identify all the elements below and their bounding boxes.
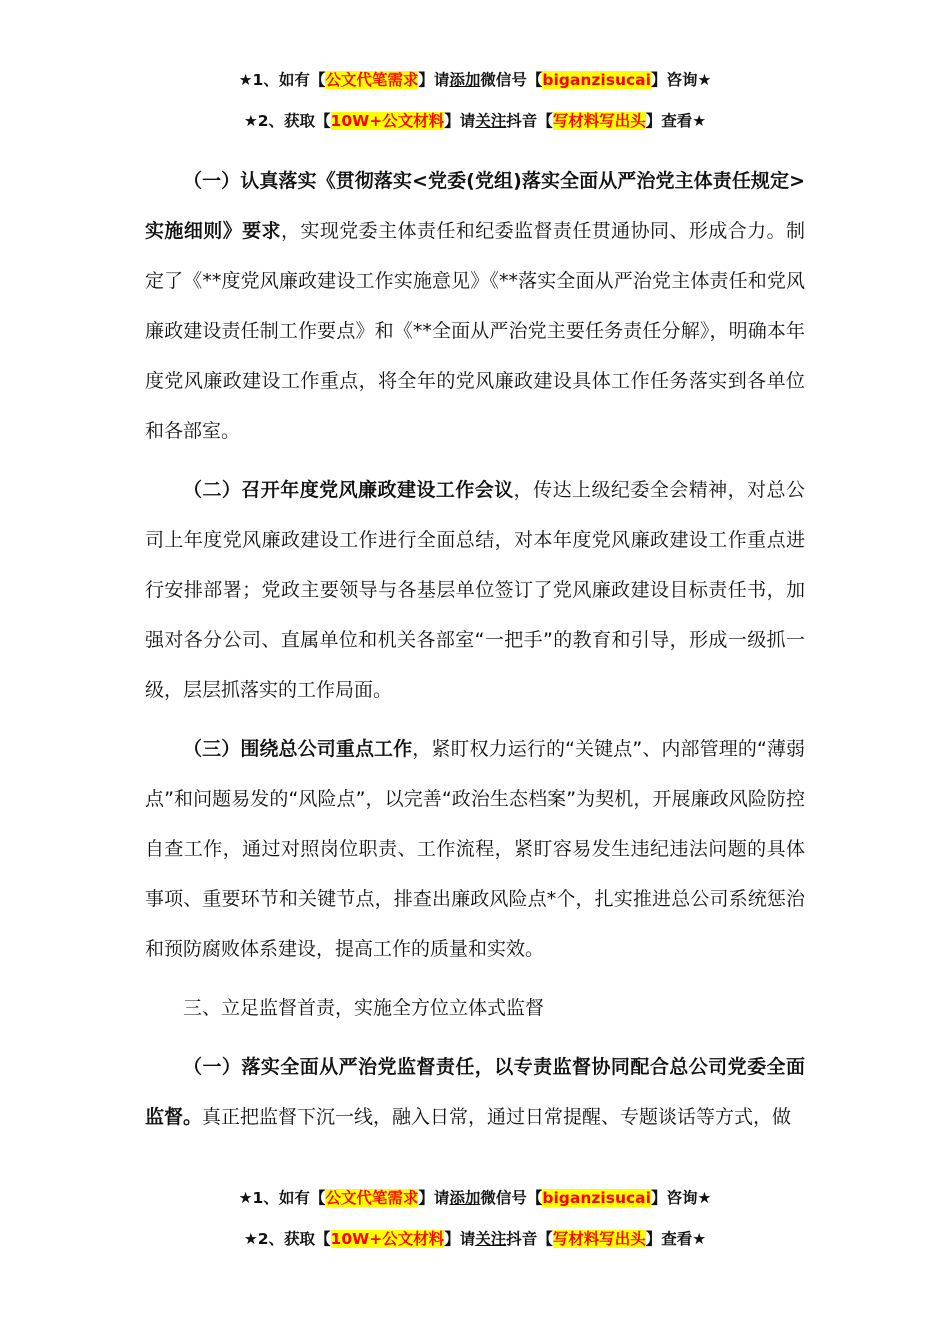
highlight-wechat-id: biganzisucai <box>542 71 651 89</box>
highlight-douyin-id: 写材料写出头 <box>552 112 646 130</box>
bottom-ad-line-1: ★1、如有【公文代笔需求】请添加微信号【biganzisucai】咨询★ <box>238 1189 712 1207</box>
paragraph-4: （一）落实全面从严治党监督责任，以专责监督协同配合总公司党委全面监督。真正把监督下沉一线，融入日常，通过日常提醒、专题谈话等方式，做 <box>145 1056 805 1128</box>
top-ad-line-1: ★1、如有【公文代笔需求】请添加微信号【biganzisucai】咨询★ <box>238 71 712 89</box>
paragraph-2: （二）召开年度党风廉政建设工作会议，传达上级纪委全会精神，对总公司上年度党风廉政建设工作进行全面总结，对本年度党风廉政建设工作重点进行安排部署；党政主要领导与各基层单位签订了党风廉政建设目标责任书，加强对各分公司、直属单位和机关各部室“一把手”的教育和引导，形成一级抓一级，层层抓落实的工作局面。 <box>145 479 805 701</box>
paragraph-1: （一）认真落实《贯彻落实<党委(党组)落实全面从严治党主体责任规定>实施细则》要求，实现党委主体责任和纪委监督责任贯通协同、形成合力。制定了《**度党风廉政建设工作实施意见》《**落实全面从严治党主体责任和党风廉政建设责任制工作要点》和《**全面从严治党主要任务责任分解》，明确本年度党风廉政建设工作重点，将全年的党风廉政建设具体工作任务落实到各单位和各部室。 <box>145 170 805 442</box>
highlight-materials: 10W+公文材料 <box>330 112 445 130</box>
top-ad-line-2: ★2、获取【10W+公文材料】请关注抖音【写材料写出头】查看★ <box>243 112 707 130</box>
document-body <box>145 156 805 1151</box>
bottom-ad-line-2: ★2、获取【10W+公文材料】请关注抖音【写材料写出头】查看★ <box>243 1230 707 1248</box>
paragraph-3: （三）围绕总公司重点工作，紧盯权力运行的“关键点”、内部管理的“薄弱点”和问题易发的“风险点”，以完善“政治生态档案”为契机，开展廉政风险防控自查工作，通过对照岗位职责、工作流程，紧盯容易发生违纪违法问题的具体事项、重要环节和关键节点，排查出廉政风险点*个，扎实推进总公司系统惩治和预防腐败体系建设，提高工作的质量和实效。 <box>145 738 805 960</box>
highlight-service: 公文代笔需求 <box>325 71 419 89</box>
section-heading: 三、立足监督首责，实施全方位立体式监督 <box>183 997 545 1019</box>
